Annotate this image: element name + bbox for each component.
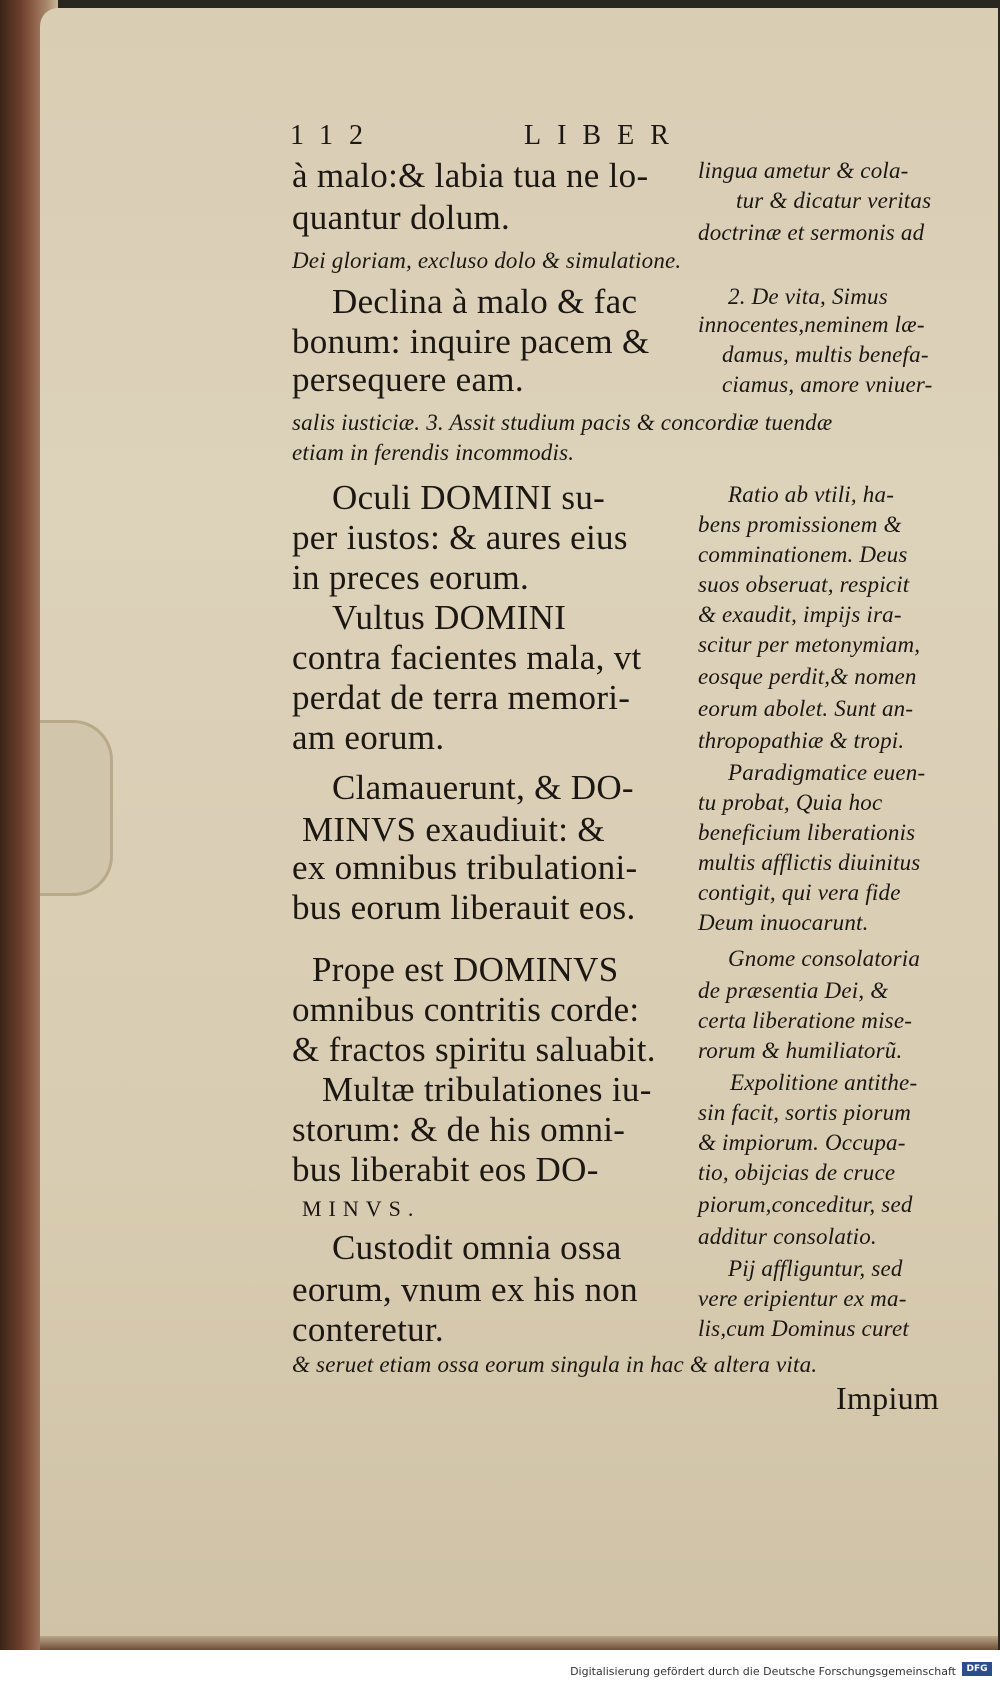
note-line: & impiorum. Occupa- (698, 1130, 906, 1155)
main-line: à malo:& labia tua ne lo- (292, 156, 649, 195)
note-line: tio, obijcias de cruce (698, 1160, 896, 1185)
note-line: etiam in ferendis incommodis. (292, 440, 575, 465)
main-line: perdat de terra memori- (292, 678, 631, 717)
main-line: conteretur. (292, 1310, 444, 1349)
note-line: & seruet etiam ossa eorum singula in hac & altera vita. (292, 1352, 818, 1377)
note-line: Pij affliguntur, sed (728, 1256, 903, 1281)
note-line: scitur per metonymiam, (698, 632, 921, 657)
main-line: ex omnibus tribulationi- (292, 848, 638, 887)
note-line: eorum abolet. Sunt an- (698, 696, 914, 721)
dfg-logo: DFG (962, 1662, 992, 1676)
note-line: Deum inuocarunt. (698, 910, 869, 935)
main-line: Clamauerunt, & DO- (332, 768, 634, 807)
note-line: & exaudit, impijs ira- (698, 602, 902, 627)
note-line: vere eripientur ex ma- (698, 1286, 907, 1311)
main-line: quantur dolum. (292, 198, 511, 237)
main-line: per iustos: & aures eius (292, 518, 628, 557)
main-line: Prope est DOMINVS (312, 950, 619, 989)
note-line: Expolitione antithe- (730, 1070, 918, 1095)
main-line: & fractos spiritu saluabit. (292, 1030, 656, 1069)
note-line: certa liberatione mise- (698, 1008, 913, 1033)
main-line: Oculi DOMINI su- (332, 478, 606, 517)
main-line: Vultus DOMINI (332, 598, 567, 637)
note-line: damus, multis benefa- (722, 342, 929, 367)
page-bottom-edge (40, 1636, 998, 1650)
main-line: storum: & de his omni- (292, 1110, 626, 1149)
digitization-footer (0, 1650, 1000, 1684)
note-line: eosque perdit,& nomen (698, 664, 917, 689)
main-line: MINVS. (302, 1196, 421, 1221)
note-line: lingua ametur & cola- (698, 158, 909, 183)
note-line: Gnome consolatoria (728, 946, 921, 971)
main-line: persequere eam. (292, 360, 524, 399)
note-line: bens promissionem & (698, 512, 902, 537)
running-title: LIBER (524, 120, 685, 151)
main-line: contra facientes mala, vt (292, 638, 642, 677)
main-line: Multæ tribulationes iu- (322, 1070, 652, 1109)
note-line: additur consolatio. (698, 1224, 877, 1249)
note-line: tu probat, Quia hoc (698, 790, 883, 815)
note-line: suos obseruat, respicit (698, 572, 910, 597)
note-line: beneficium liberationis (698, 820, 916, 845)
note-line: de præsentia Dei, & (698, 978, 889, 1003)
note-line: comminationem. Deus (698, 542, 908, 567)
main-line: omnibus contritis corde: (292, 990, 640, 1029)
catchword: Impium (836, 1380, 940, 1416)
note-line: tur & dicatur veritas (736, 188, 932, 213)
page-number: 112 (290, 120, 379, 151)
note-line: contigit, qui vera fide (698, 880, 901, 905)
note-line: sin facit, sortis piorum (698, 1100, 912, 1125)
note-line: lis,cum Dominus curet (698, 1316, 909, 1341)
note-line: doctrinæ et sermonis ad (698, 220, 925, 245)
note-line: rorum & humiliatorũ. (698, 1038, 903, 1063)
note-line: 2. De vita, Simus (728, 284, 888, 309)
note-line: Dei gloriam, excluso dolo & simulatione. (292, 248, 682, 273)
main-line: Custodit omnia ossa (332, 1228, 622, 1267)
note-line: ciamus, amore vniuer- (722, 372, 933, 397)
note-line: innocentes,neminem læ- (698, 312, 925, 337)
main-line: eorum, vnum ex his non (292, 1270, 638, 1309)
main-line: MINVS exaudiuit: & (302, 810, 605, 849)
main-line: bus liberabit eos DO- (292, 1150, 599, 1189)
main-line: Declina à malo & fac (332, 282, 638, 321)
note-line: Ratio ab vtili, ha- (728, 482, 895, 507)
main-line: am eorum. (292, 718, 445, 757)
note-line: multis afflictis diuinitus (698, 850, 921, 875)
main-line: in preces eorum. (292, 558, 530, 597)
main-line: bonum: inquire pacem & (292, 322, 650, 361)
note-line: piorum,conceditur, sed (698, 1192, 913, 1217)
note-line: Paradigmatice euen- (728, 760, 926, 785)
footer-credit: Digitalisierung gefördert durch die Deutsche Forschungsgemeinschaft (570, 1665, 956, 1678)
note-line: salis iusticiæ. 3. Assit studium pacis & concordiæ tuendæ (292, 410, 833, 435)
page-clip (40, 720, 113, 896)
note-line: thropopathiæ & tropi. (698, 728, 905, 753)
main-line: bus eorum liberauit eos. (292, 888, 636, 927)
